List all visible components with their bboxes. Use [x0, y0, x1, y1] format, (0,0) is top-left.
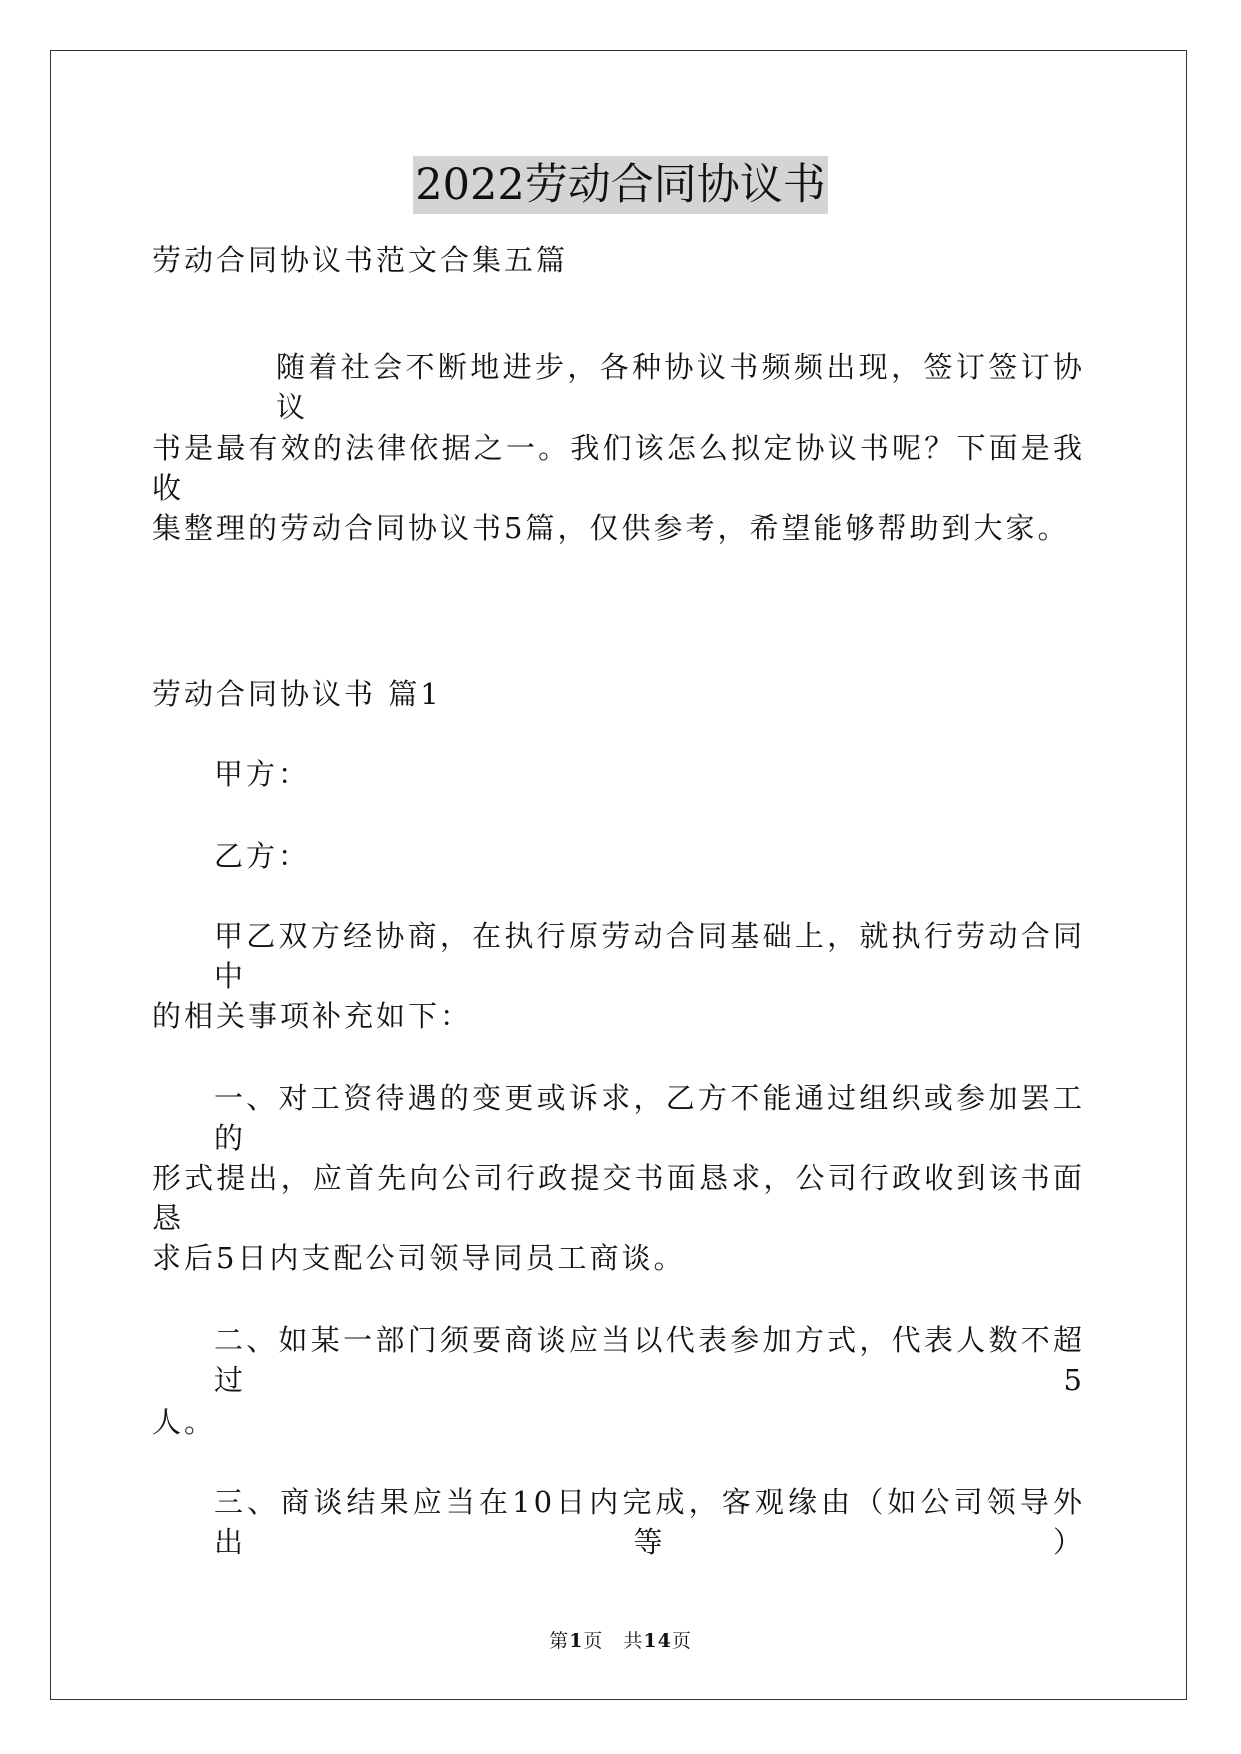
- body-line-5: 求后5日内支配公司领导同员工商谈。: [152, 1241, 686, 1275]
- body-line-8: 三、商谈结果应当在10日内完成，客观缘由（如公司领导外出等）: [214, 1485, 1085, 1559]
- party-a-line: 甲方：: [214, 757, 311, 791]
- body-line-7: 人。: [152, 1405, 217, 1439]
- intro-line-1: 随着社会不断地进步，各种协议书频频出现，签订签订协议: [276, 350, 1085, 424]
- body-line-1: 甲乙双方经协商，在执行原劳动合同基础上，就执行劳动合同中: [214, 919, 1085, 993]
- title-container: [0, 156, 1241, 214]
- page-footer: [0, 1628, 1241, 1654]
- footer-page-number: 1: [569, 1630, 584, 1652]
- body-line-4: 形式提出，应首先向公司行政提交书面恳求，公司行政收到该书面恳: [152, 1161, 1085, 1235]
- subtitle-line: 劳动合同协议书范文合集五篇: [152, 243, 569, 277]
- body-line-6: 二、如某一部门须要商谈应当以代表参加方式，代表人数不超过5: [214, 1323, 1085, 1397]
- section-heading: 劳动合同协议书 篇1: [152, 677, 442, 711]
- intro-line-3: 集整理的劳动合同协议书5篇，仅供参考，希望能够帮助到大家。: [152, 511, 1070, 545]
- footer-page-suffix: 页: [671, 1630, 692, 1652]
- intro-line-2: 书是最有效的法律依据之一。我们该怎么拟定协议书呢？下面是我收: [152, 431, 1085, 505]
- body-line-2: 的相关事项补充如下：: [152, 999, 473, 1033]
- party-b-line: 乙方：: [214, 839, 311, 873]
- footer-page-mid: 页 共: [583, 1630, 644, 1652]
- document-title: 2022劳动合同协议书: [413, 156, 827, 214]
- footer-page-prefix: 第: [549, 1630, 570, 1652]
- body-line-3: 一、对工资待遇的变更或诉求，乙方不能通过组织或参加罢工的: [214, 1081, 1085, 1155]
- footer-page-total: 14: [643, 1630, 672, 1652]
